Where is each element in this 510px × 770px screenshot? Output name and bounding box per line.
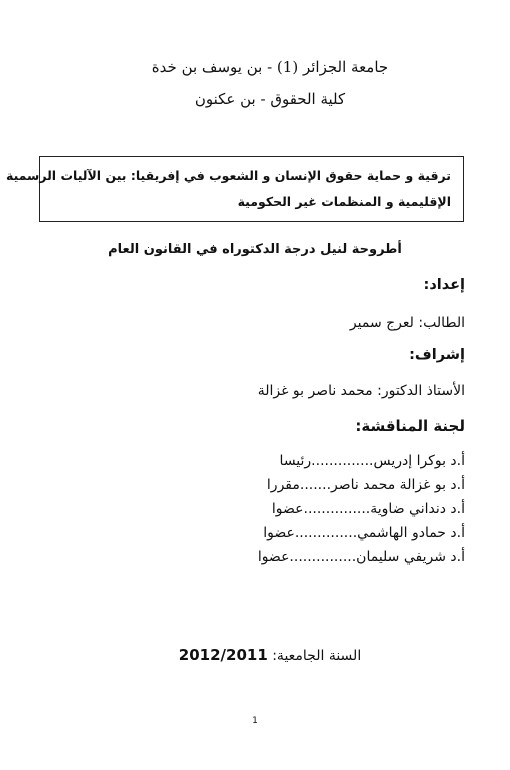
supervisor-name: الأستاذ الدكتور: محمد ناصر بو غزالة xyxy=(257,383,465,399)
academic-year xyxy=(120,646,420,664)
academic-year-label: السنة الجامعية: xyxy=(272,648,362,664)
faculty-name: كلية الحقوق - بن عكنون xyxy=(194,90,346,108)
committee-member: أ.د حمادو الهاشمي..............عضوا xyxy=(263,525,465,541)
committee-member: أ.د بوكرا إدريس..............رئيسا xyxy=(279,453,465,469)
committee-member: أ.د بو غزالة محمد ناصر.......مقررا xyxy=(266,477,465,493)
committee-member: أ.د دنداني ضاوية...............عضوا xyxy=(271,501,465,517)
student-name: الطالب: لعرج سمير xyxy=(349,315,465,331)
page-number: 1 xyxy=(252,716,258,726)
thesis-title-line-1: ترقية و حماية حقوق الإنسان و الشعوب في إفريقيا: بين الآليات الرسمية xyxy=(5,168,451,183)
university-name: جامعة الجزائر (1) - بن يوسف بن خدة xyxy=(151,58,389,76)
thesis-statement: أطروحة لنيل درجة الدكتوراه في القانون العام xyxy=(108,242,402,257)
academic-year-value: 2012/2011 xyxy=(178,646,268,664)
committee-member: أ.د شريفي سليمان...............عضوا xyxy=(257,549,465,565)
preparation-label: إعداد: xyxy=(423,277,465,293)
supervision-label: إشراف: xyxy=(409,347,465,363)
thesis-title-box xyxy=(5,156,464,222)
committee-label: لجنة المناقشة: xyxy=(355,417,465,435)
thesis-title-line-2: الإقليمية و المنظمات غير الحكومية xyxy=(237,194,451,209)
